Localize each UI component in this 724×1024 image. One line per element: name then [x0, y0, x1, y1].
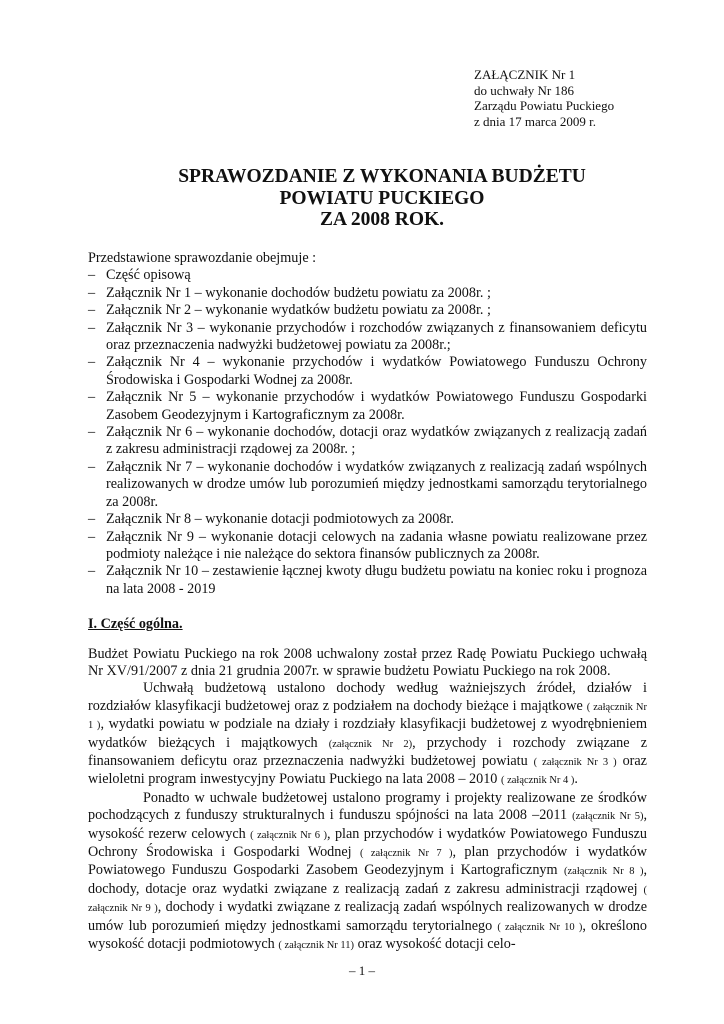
- annex-reference: ( załącznik Nr 7 ): [359, 848, 453, 859]
- paragraph-budget-resolution: [88, 680, 647, 789]
- contents-list: [88, 267, 647, 598]
- annex-line-4: z dnia 17 marca 2009 r.: [474, 113, 597, 129]
- list-item: [88, 424, 647, 459]
- dash-bullet: –: [88, 458, 96, 475]
- paragraph-text: , określono wysokość dotacji podmiotowych: [88, 917, 647, 953]
- paragraph-text: oraz wysokość dotacji celo-: [354, 936, 516, 953]
- annex-reference: ( załącznik Nr 10 ): [497, 921, 583, 933]
- intro-text: Przedstawione sprawozdanie obejmuje :: [88, 250, 317, 266]
- list-item: [88, 511, 647, 528]
- annex-reference: ( załącznik Nr 3 ): [533, 756, 617, 768]
- paragraph-text: Ponadto w uchwale budżetowej ustalono programy i projekty realizowane ze środków pochodzących z funduszy strukturalnych i funduszu spójności na lata 2008 –2011: [88, 789, 647, 824]
- paragraph-text: , dochody i wydatki związane z realizacją zadań wspólnych realizowanych w drodze umów lub porozumień między jednostkami samorządu terytorialnego: [88, 899, 647, 934]
- annex-reference: ( załącznik Nr 9 ): [88, 884, 647, 915]
- page-number: – 1 –: [349, 963, 375, 978]
- dash-bullet: –: [88, 302, 96, 319]
- dash-bullet: –: [88, 319, 96, 336]
- list-item: [88, 320, 647, 355]
- paragraph-text: , przychody i rozchody związane z finansowaniem deficytu oraz przeznaczenia nadwyżki budżetowej powiatu: [88, 734, 647, 769]
- list-item-text: Część opisową: [106, 267, 191, 284]
- annex-reference: ( załącznik Nr 11): [278, 940, 355, 952]
- paragraph-programs: [88, 790, 647, 955]
- list-item: [88, 459, 647, 511]
- list-item-text: Załącznik Nr 10 – zestawienie łącznej kwoty długu budżetu powiatu na koniec roku i prognoza na lata 2008 - 2019: [106, 563, 647, 597]
- list-item-text: Załącznik Nr 2 – wykonanie wydatków budżetu powiatu za 2008r. ;: [106, 302, 491, 319]
- dash-bullet: –: [88, 424, 96, 441]
- list-item: [88, 267, 647, 284]
- section-heading: I. Część ogólna.: [88, 616, 183, 633]
- annex-line-1: ZAŁĄCZNIK Nr 1: [474, 67, 576, 82]
- paragraph-text: , dochody, dotacje oraz wydatki związane z realizacją zadań z zakresu administracji rządowej: [88, 862, 648, 897]
- list-item: [88, 529, 647, 564]
- list-item-text: Załącznik Nr 5 – wykonanie przychodów i wydatków Powiatowego Funduszu Gospodarki Zasobem Geodezyjnym i Kartograficznym za 2008r.: [106, 389, 647, 423]
- paragraph-text: , plan przychodów i wydatków Powiatowego Funduszu Gospodarki Zasobem Geodezyjnym i Kartograficznym: [88, 844, 647, 879]
- annex-line-3: Zarządu Powiatu Puckiego: [474, 98, 615, 114]
- document-title: [0, 166, 724, 231]
- paragraph-budget-adoption: Budżet Powiatu Puckiego na rok 2008 uchwalony został przez Radę Powiatu Puckiego uchwałą Nr XV/91/2007 z dnia 21 grudnia 2007r. w sprawie budżetu Powiatu Puckiego na rok 2008.: [88, 645, 647, 679]
- paragraph-text: , wysokość rezerw celowych: [88, 807, 648, 842]
- dash-bullet: –: [88, 284, 96, 301]
- paragraph-text: .: [574, 771, 578, 788]
- list-item-text: Załącznik Nr 1 – wykonanie dochodów budżetu powiatu za 2008r. ;: [106, 284, 491, 301]
- dash-bullet: –: [88, 563, 96, 580]
- annex-reference: (załącznik Nr 8 ): [564, 866, 644, 878]
- title-line-3: ZA 2008 ROK.: [319, 209, 445, 230]
- annex-reference: ( załącznik Nr 1 ): [88, 701, 647, 732]
- dash-bullet: –: [88, 354, 96, 371]
- list-item: [88, 389, 647, 424]
- paragraph-text: , plan przychodów i wydatków Powiatowego Funduszu Ochrony Środowiska i Gospodarki Wodnej: [88, 825, 647, 860]
- dash-bullet: –: [88, 389, 96, 406]
- dash-bullet: –: [88, 528, 96, 545]
- annex-reference: ( załącznik Nr 4 ): [500, 775, 575, 787]
- list-item: [88, 354, 647, 389]
- paragraph-text: Uchwałą budżetową ustalono dochody według ważniejszych źródeł, działów i rozdziałów klasyfikacji budżetowej oraz z podziałem na dochody bieżące i majątkowe: [88, 680, 647, 714]
- title-line-1: SPRAWOZDANIE Z WYKONANIA BUDŻETU: [178, 166, 586, 187]
- paragraph-text: oraz wieloletni program inwestycyjny Powiatu Puckiego na lata 2008 – 2010: [88, 752, 647, 788]
- list-item: [88, 285, 647, 302]
- dash-bullet: –: [88, 267, 96, 284]
- annex-reference: (załącznik Nr 2): [328, 738, 413, 750]
- annex-line-2: do uchwały Nr 186: [474, 82, 575, 98]
- title-line-2: POWIATU PUCKIEGO: [279, 187, 485, 209]
- document-body: [88, 250, 647, 954]
- list-item: [88, 563, 647, 598]
- list-item: [88, 302, 647, 319]
- paragraph-text: , wydatki powiatu w podziale na działy i rozdziały klasyfikacji budżetowej z wyodrębnieniem wydatków bieżących i majątkowych: [88, 716, 647, 751]
- list-item-text: Załącznik Nr 7 – wykonanie dochodów i wydatków związanych z realizacją zadań wspólnych realizowanych w drodze umów lub porozumień między jednostkami samorządu terytorialnego za 2008r.: [106, 458, 647, 510]
- annex-reference: ( załącznik Nr 6 ): [250, 829, 328, 841]
- dash-bullet: –: [88, 511, 96, 528]
- list-item-text: Załącznik Nr 8 – wykonanie dotacji podmiotowych za 2008r.: [106, 511, 454, 528]
- list-item-text: Załącznik Nr 6 – wykonanie dochodów, dotacji oraz wydatków związanych z realizacją zadań z zakresu administracji rządowej za 2008r. ;: [106, 424, 647, 458]
- annex-header: [474, 67, 614, 129]
- list-item-text: Załącznik Nr 9 – wykonanie dotacji celowych na zadania własne powiatu realizowane przez podmioty należące i nie należące do sektora finansów publicznych za 2008r.: [106, 528, 647, 562]
- list-item-text: Załącznik Nr 4 – wykonanie przychodów i wydatków Powiatowego Funduszu Ochrony Środowiska i Gospodarki Wodnej za 2008r.: [106, 354, 647, 388]
- annex-reference: (załącznik Nr 5): [572, 811, 644, 823]
- list-item-text: Załącznik Nr 3 – wykonanie przychodów i rozchodów związanych z finansowaniem deficytu oraz przeznaczenia nadwyżki budżetowej powiatu za 2008r.;: [106, 319, 647, 354]
